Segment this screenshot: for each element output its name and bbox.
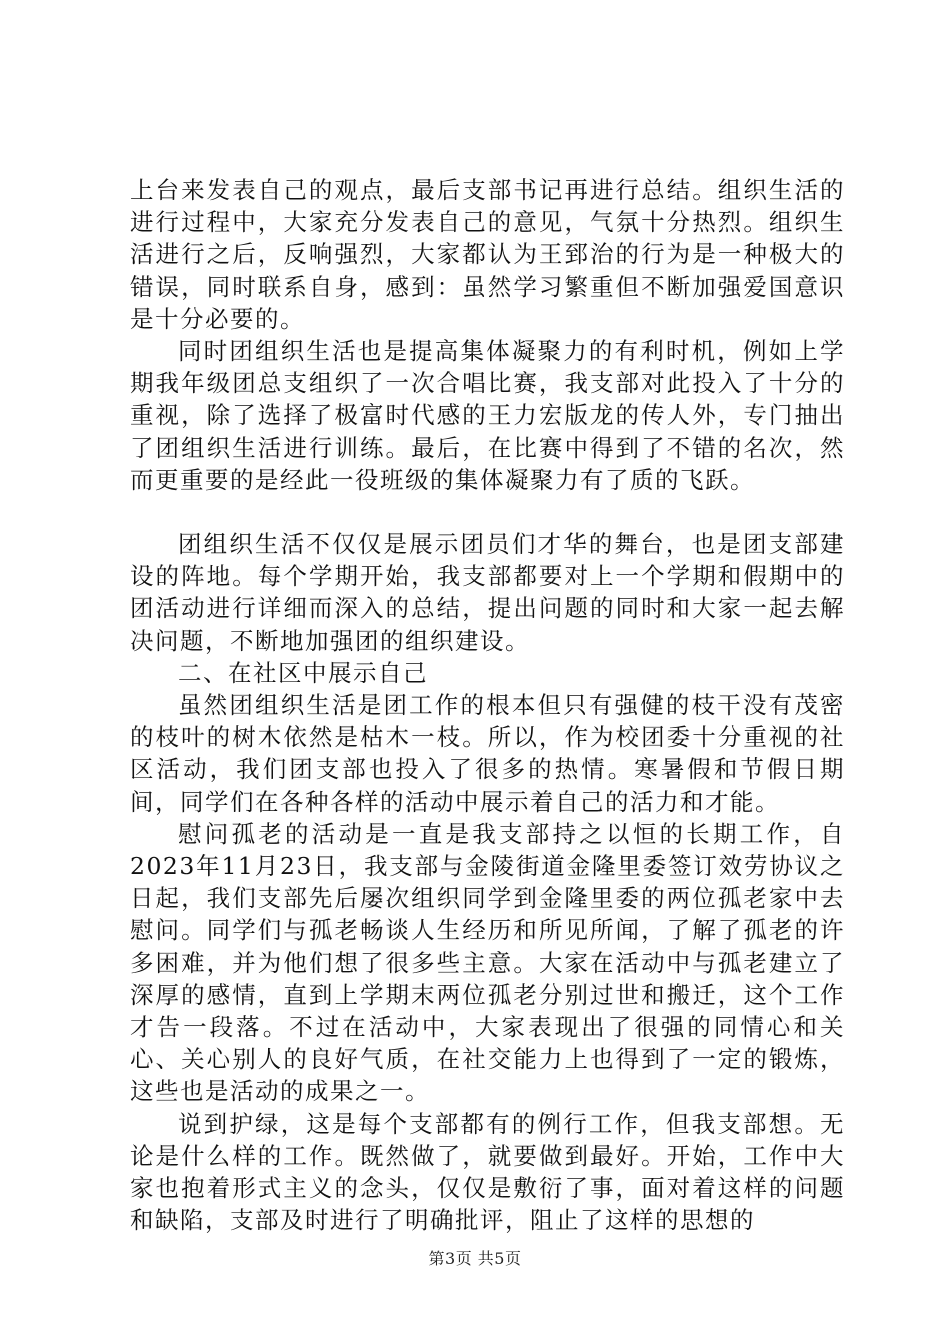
paragraph-organization-building: 团组织生活不仅仅是展示团员们才华的舞台，也是团支部建设的阵地。每个学期开始，我支部都要对上一个学期和假期中的团活动进行详细而深入的总结，提出问题的同时和大家一起去解决问题，不断地加强团的组织建设。 (130, 530, 845, 655)
paragraph-elderly-visits: 慰问孤老的活动是一直是我支部持之以恒的长期工作，自2023年11月23日，我支部与金陵街道金隆里委签订效劳协议之日起，我们支部先后屡次组织同学到金隆里委的两位孤老家中去慰问。同学们与孤老畅谈人生经历和所见所闻，了解了孤老的许多困难，并为他们想了很多些主意。大家在活动中与孤老建立了深厚的感情，直到上学期末两位孤老分别过世和搬迁，这个工作才告一段落。不过在活动中，大家表现出了很强的同情心和关心、关心别人的良好气质，在社交能力上也得到了一定的锻炼，这些也是活动的成果之一。 (130, 819, 845, 1106)
paragraph-choir-contest: 同时团组织生活也是提高集体凝聚力的有利时机，例如上学期我年级团总支组织了一次合唱比赛，我支部对此投入了十分的重视，除了选择了极富时代感的王力宏版龙的传人外，专门抽出了团组织生活进行训练。最后，在比赛中得到了不错的名次，然而更重要的是经此一役班级的集体凝聚力有了质的飞跃。 (130, 337, 845, 494)
document-body (130, 174, 845, 1237)
paragraph-greening-work: 说到护绿，这是每个支部都有的例行工作，但我支部想。无论是什么样的工作。既然做了，就要做到最好。开始，工作中大家也抱着形式主义的念头，仅仅是敷衍了事，面对着这样的问题和缺陷，支部及时进行了明确批评，阻止了这样的思想的 (130, 1109, 845, 1235)
paragraph-gap (130, 496, 845, 528)
page-number-footer: 第3页 共5页 (428, 1249, 522, 1268)
paragraph-continuation: 上台来发表自己的观点，最后支部书记再进行总结。组织生活的进行过程中，大家充分发表自己的意见，气氛十分热烈。组织生活进行之后，反响强烈，大家都认为王郅治的行为是一种极大的错误，同时联系自身，感到：虽然学习繁重但不断加强爱国意识是十分必要的。 (130, 176, 845, 333)
paragraph-community-activities: 虽然团组织生活是团工作的根本但只有强健的枝干没有茂密的枝叶的树木依然是枯木一枝。所以，作为校团委十分重视的社区活动，我们团支部也投入了很多的热情。寒暑假和节假日期间，同学们在各种各样的活动中展示着自己的活力和才能。 (130, 691, 845, 816)
section-heading-community: 二、在社区中展示自己 (178, 658, 428, 687)
